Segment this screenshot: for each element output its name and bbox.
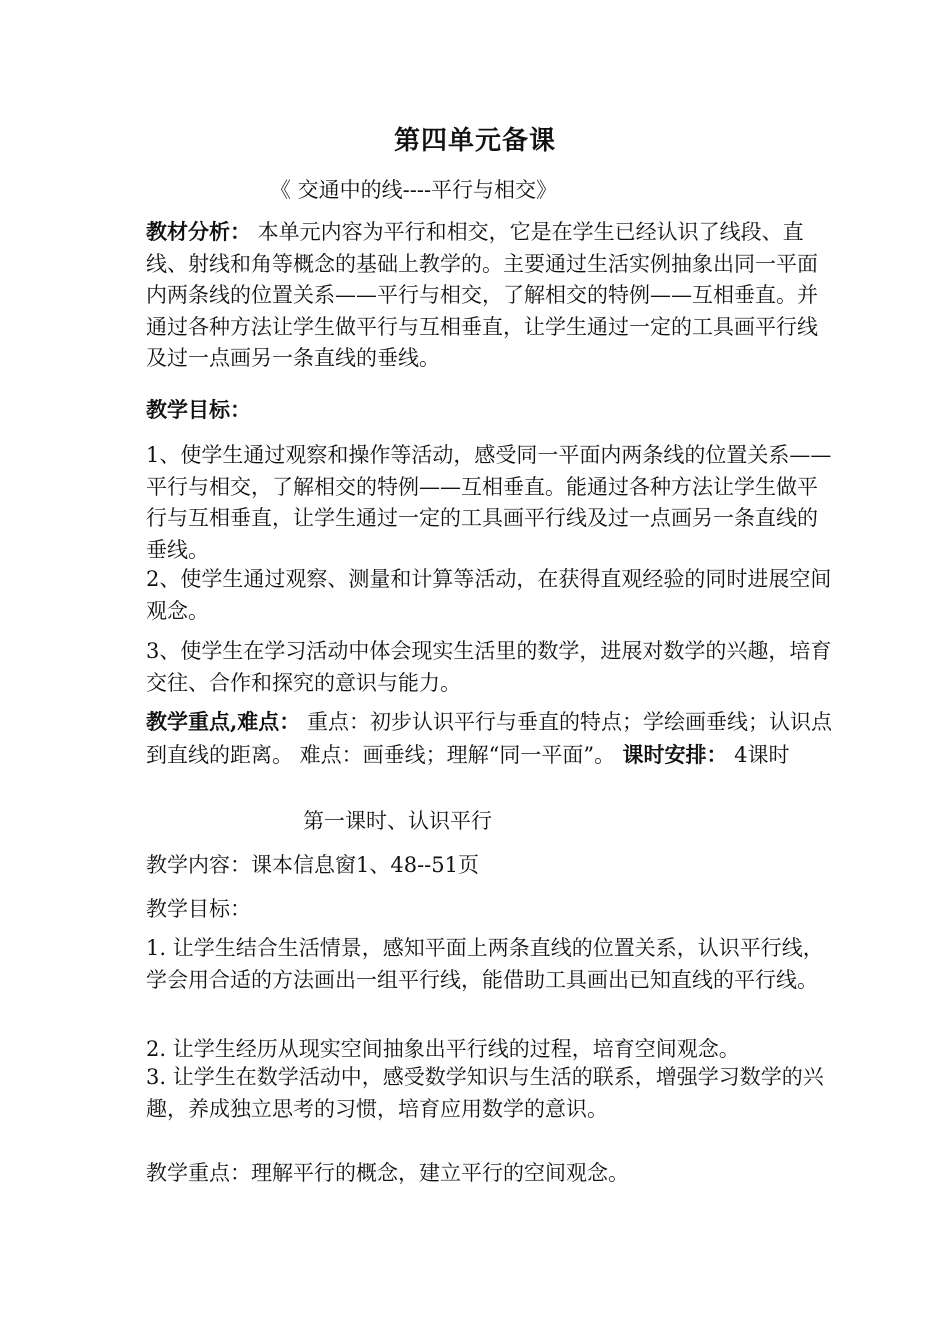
lesson-content: 教学内容：课本信息窗1、48--51页: [146, 853, 479, 877]
lesson-goals-heading: 教学目标：: [146, 897, 251, 921]
lesson-key-point: 教学重点：理解平行的概念，建立平行的空间观念。: [146, 1161, 629, 1185]
lesson-goal-1: 1. 让学生结合生活情景，感知平面上两条直线的位置关系，认识平行线，学会用合适的方法画出一组平行线，能借助工具画出已知直线的平行线。: [146, 936, 824, 992]
document-title: 第四单元备课: [393, 126, 556, 156]
goals-heading: 教学目标：: [146, 397, 251, 422]
lesson-goal-3: 3. 让学生在数学活动中，感受数学知识与生活的联系，增强学习数学的兴趣，养成独立思考的习惯，培育应用数学的意识。: [146, 1065, 824, 1121]
analysis-label: 教材分析：: [146, 219, 251, 244]
schedule-label: 课时安排：: [615, 741, 728, 767]
analysis-text: 本单元内容为平行和相交，它是在学生已经认识了线段、直线、射线和角等概念的基础上教学的。主要通过生活实例抽象出同一平面内两条线的位置关系——平行与相交，了解相交的特例——互相垂直。并通过各种方法让学生做平行与互相垂直，让学生通过一定的工具画平行线及过一点画另一条直线的垂线。: [146, 220, 818, 370]
goal-item-3: 3、使学生在学习活动中体会现实生活里的数学，进展对数学的兴趣，培育交往、合作和探究的意识与能力。: [146, 639, 832, 695]
lesson-goal-2: 2. 让学生经历从现实空间抽象出平行线的过程，培育空间观念。: [146, 1037, 740, 1061]
goal-item-2: 2、使学生通过观察、测量和计算等活动，在获得直观经验的同时进展空间观念。: [146, 567, 832, 623]
keypoints-text: 重点：初步认识平行与垂直的特点；学绘画垂线；认识点到直线的距离。 难点：画垂线；理解“同一平面”。: [146, 710, 832, 767]
keypoints-label: 教学重点,难点：: [146, 709, 301, 734]
lesson-title: 第一课时、认识平行: [303, 809, 492, 833]
schedule-value: 4课时: [727, 742, 790, 767]
keypoints-paragraph: [146, 706, 836, 771]
goal-item-1: 1、使学生通过观察和操作等活动，感受同一平面内两条线的位置关系——平行与相交，了解相交的特例——互相垂直。能通过各种方法让学生做平行与互相垂直，让学生通过一定的工具画平行线及过一点画另一条直线的垂线。: [146, 443, 832, 562]
analysis-paragraph: [146, 216, 836, 375]
document-subtitle: 《 交通中的线----平行与相交》: [270, 178, 558, 202]
